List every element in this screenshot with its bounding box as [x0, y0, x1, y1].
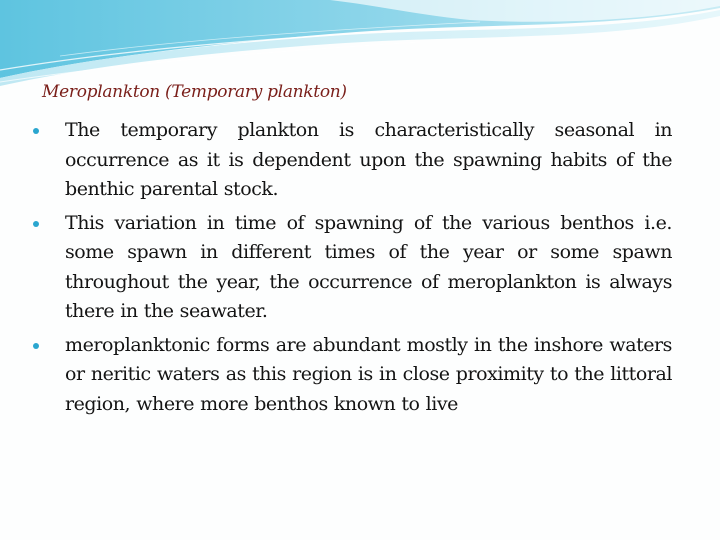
bullet-text: meroplanktonic forms are abundant mostly in the inshore waters or neritic waters as this region is in close proximity to the littoral region, where more benthos known to live — [65, 333, 672, 415]
bullet-list — [30, 116, 672, 419]
header-wave-decoration — [0, 0, 720, 95]
bullet-item — [30, 209, 672, 327]
bullet-dot-icon — [33, 343, 39, 349]
bullet-text: This variation in time of spawning of the various benthos i.e. some spawn in different times of the year or some spawn throughout the year, the occurrence of meroplankton is always there in the seawater. — [65, 211, 672, 322]
slide-title: Meroplankton (Temporary plankton) — [42, 82, 347, 102]
bullet-dot-icon — [33, 221, 39, 227]
bullet-item — [30, 116, 672, 205]
bullet-item — [30, 331, 672, 420]
bullet-dot-icon — [33, 128, 39, 134]
bullet-text: The temporary plankton is characteristically seasonal in occurrence as it is dependent upon the spawning habits of the benthic parental stock. — [65, 119, 672, 200]
